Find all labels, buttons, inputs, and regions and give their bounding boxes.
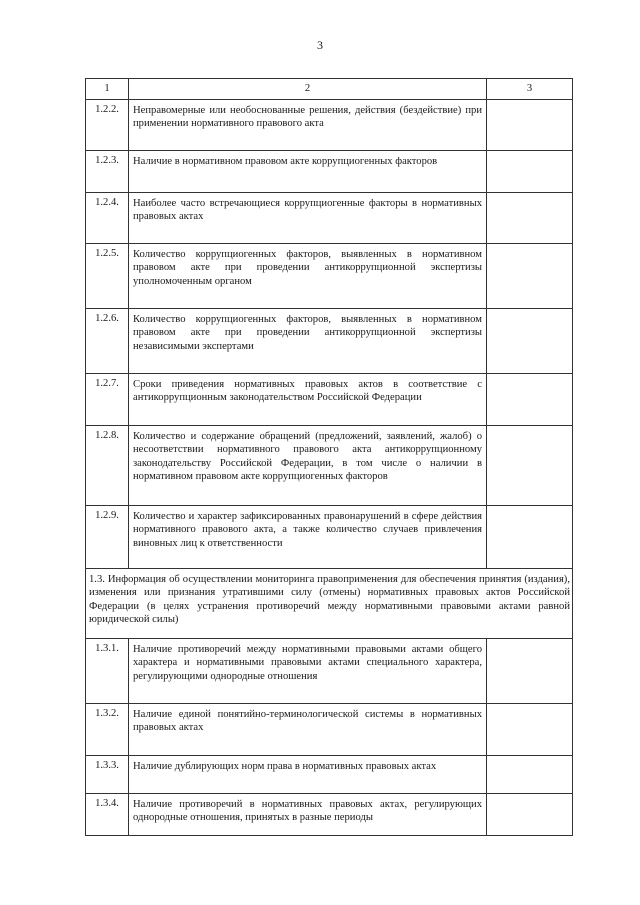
row-number: 1.2.7. [86,374,129,426]
table-row [86,639,573,704]
table-row [86,756,573,794]
monitoring-table [85,78,573,836]
row-value [487,151,573,193]
row-text: Сроки приведения нормативных правовых актов в соответствие с антикоррупционным законодательством Российской Федерации [129,374,487,426]
row-value [487,426,573,506]
row-number: 1.2.4. [86,193,129,244]
table-row [86,704,573,756]
row-text: Наличие дублирующих норм права в нормативных правовых актах [129,756,487,794]
row-text: Наличие противоречий между нормативными правовыми актами общего характера и нормативными правовыми актами специального характера, регулирующими однородные отношения [129,639,487,704]
row-value [487,506,573,569]
row-value [487,794,573,836]
row-text: Количество и характер зафиксированных правонарушений в сфере действия нормативного правового акта, а также количество случаев привлечения виновных лиц к ответственности [129,506,487,569]
row-number: 1.3.2. [86,704,129,756]
table-row [86,309,573,374]
table-row [86,374,573,426]
row-value [487,244,573,309]
row-number: 1.2.8. [86,426,129,506]
row-text: Наличие в нормативном правовом акте коррупциогенных факторов [129,151,487,193]
section-row [86,569,573,639]
row-text: Количество коррупциогенных факторов, выявленных в нормативном правовом акте при проведении антикоррупционной экспертизы независимыми экспертами [129,309,487,374]
header-col-1: 1 [86,79,129,100]
row-value [487,193,573,244]
table-row [86,151,573,193]
table-row [86,193,573,244]
row-text: Количество и содержание обращений (предложений, заявлений, жалоб) о несоответствии нормативного правового акта антикоррупционному законодательству Российской Федерации, в том числе о наличии в нормативном правовом акте коррупциогенных факторов [129,426,487,506]
row-number: 1.2.9. [86,506,129,569]
row-text: Наличие единой понятийно-терминологической системы в нормативных правовых актах [129,704,487,756]
row-value [487,309,573,374]
row-number: 1.2.6. [86,309,129,374]
table-row [86,506,573,569]
row-value [487,100,573,151]
row-text: Количество коррупциогенных факторов, выявленных в нормативном правовом акте при проведении антикоррупционной экспертизы уполномоченным органом [129,244,487,309]
table-row [86,794,573,836]
table-header-row [86,79,573,100]
table-row [86,100,573,151]
page-number: 3 [317,38,323,52]
table-row [86,426,573,506]
row-number: 1.2.3. [86,151,129,193]
header-col-3: 3 [487,79,573,100]
row-text: Наиболее часто встречающиеся коррупциогенные факторы в нормативных правовых актах [129,193,487,244]
row-number: 1.2.2. [86,100,129,151]
row-text: Наличие противоречий в нормативных правовых актах, регулирующих однородные отношения, принятых в разные периоды [129,794,487,836]
row-number: 1.3.1. [86,639,129,704]
row-value [487,374,573,426]
row-number: 1.2.5. [86,244,129,309]
row-value [487,704,573,756]
row-text: Неправомерные или необоснованные решения, действия (бездействие) при применении нормативного правового акта [129,100,487,151]
row-value [487,756,573,794]
row-number: 1.3.4. [86,794,129,836]
row-value [487,639,573,704]
table-row [86,244,573,309]
row-number: 1.3.3. [86,756,129,794]
section-heading-1-3: 1.3. Информация об осуществлении мониторинга правоприменения для обеспечения принятия (издания), изменения или признания утратившими силу (отмены) нормативных правовых актов Российской Федерации (в целях устранения противоречий между нормативными правовыми актами равной юридической силы) [86,569,573,639]
header-col-2: 2 [129,79,487,100]
